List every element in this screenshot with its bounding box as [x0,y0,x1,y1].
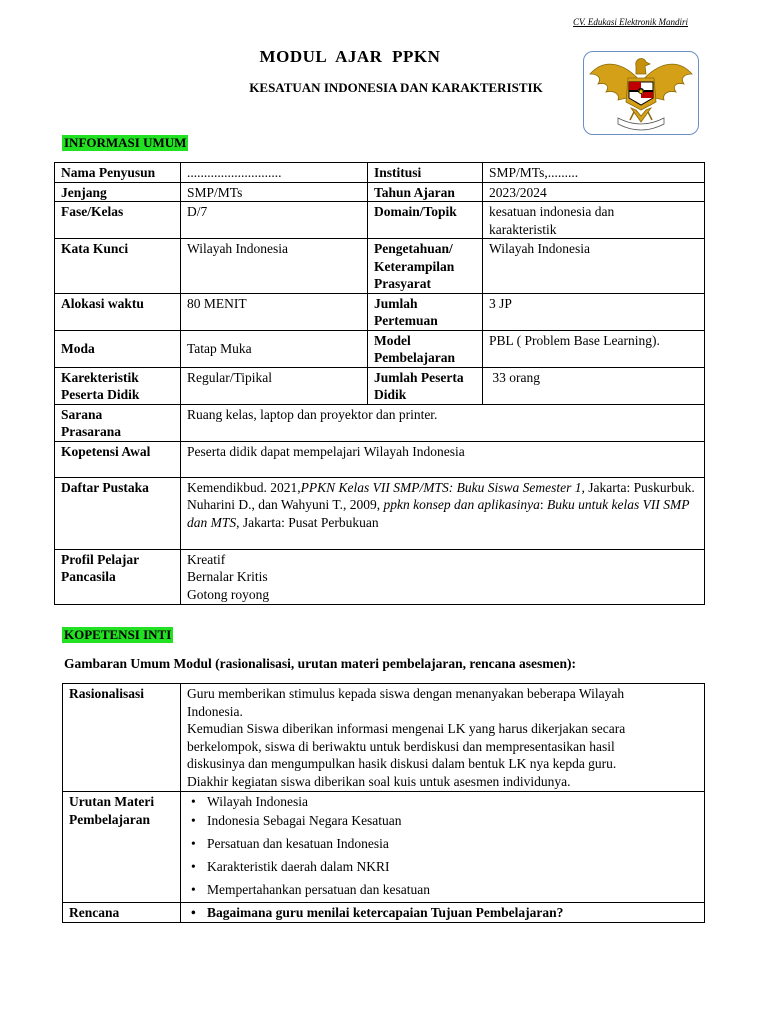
table-row [63,684,705,792]
list-item: • Wilayah Indonesia [187,793,699,811]
rasionalisasi-line: Indonesia. [187,703,243,719]
value-daftar-pustaka [181,477,705,549]
label-pengetahuan-prasyarat [368,239,483,294]
garuda-emblem-icon [583,51,699,135]
label-line: Urutan Materi [69,794,155,809]
table-row [55,404,705,441]
value-moda: Tatap Muka [181,330,368,367]
label-line: Pancasila [61,569,116,584]
reference-1 [187,479,699,497]
label-nama-penyusun: Nama Penyusun [55,163,181,183]
label-line: Prasarana [61,424,121,439]
value-sarana-prasarana: Ruang kelas, laptop dan proyektor dan printer. [181,404,705,441]
document-subtitle: KESATUAN INDONESIA DAN KARAKTERISTIK [249,80,543,95]
value-fase-kelas: D/7 [181,202,368,239]
reference-title: PPKN Kelas VII SMP/MTS: Buku Siswa Semester 1, [300,479,585,495]
label-line: Pembelajaran [69,811,150,827]
label-kopetensi-awal: Kopetensi Awal [55,441,181,477]
label-line: Didik [374,387,407,402]
document-title: MODUL AJAR PPKN [259,47,441,66]
table-row [55,549,705,604]
value-model-pembelajaran: PBL ( Problem Base Learning). [483,330,705,367]
label-domain-topik: Domain/Topik [368,202,483,239]
company-name: CV. Edukasi Elektronik Mandiri [573,17,688,27]
section-heading-informasi-umum: INFORMASI UMUM [64,135,187,150]
rasionalisasi-line: Diakhir kegiatan siswa diberikan soal kuis untuk asesmen individunya. [187,773,571,789]
label-profil-pelajar [55,549,181,604]
profil-item: Kreatif [187,551,226,567]
table-row [55,293,705,330]
list-item: • Mempertahankan persatuan dan kesatuan [187,881,699,899]
label-jumlah-peserta [368,367,483,404]
label-line: Peserta Didik [61,387,140,402]
label-model-pembelajaran [368,330,483,367]
value-rasionalisasi [181,684,705,792]
value-nama-penyusun: ............................ [181,163,368,183]
label-line: Pengetahuan/ [374,241,453,256]
value-rencana [181,903,705,923]
list-item: • Persatuan dan kesatuan Indonesia [187,835,699,853]
value-pengetahuan-prasyarat: Wilayah Indonesia [483,239,705,294]
label-line: Pembelajaran [374,350,455,365]
value-jumlah-peserta: 33 orang [483,367,705,404]
rasionalisasi-line: berkelompok, siswa di beriwaktu untuk berdiskusi dan mempresentasikan hasil [187,738,615,754]
table-row [55,182,705,202]
list-item: • Indonesia Sebagai Negara Kesatuan [187,812,699,830]
reference-text: Kemendikbud. 2021, [187,479,301,495]
table-row [55,330,705,367]
value-domain-line-1: kesatuan indonesia dan [489,204,615,219]
reference-text: : [539,497,548,512]
reference-2 [187,496,699,531]
label-institusi: Institusi [368,163,483,183]
gambaran-umum-heading: Gambaran Umum Modul (rasionalisasi, urutan materi pembelajaran, rencana asesmen): [64,656,576,671]
rasionalisasi-line: Kemudian Siswa diberikan informasi mengenai LK yang harus dikerjakan secara [187,721,626,736]
value-tahun-ajaran: 2023/2024 [483,182,705,202]
label-line: Jumlah [374,295,418,311]
urutan-materi-list [187,793,699,899]
value-alokasi-waktu: 80 MENIT [181,293,368,330]
rasionalisasi-line: diskusinya dan mengumpulkan hasik diskusi dalam bentuk LK nya kepda guru. [187,756,617,771]
rencana-list [187,904,699,922]
table-row [55,202,705,239]
section-heading-kopetensi-inti: KOPETENSI INTI [64,627,172,642]
value-kopetensi-awal: Peserta didik dapat mempelajari Wilayah Indonesia [181,441,705,477]
label-fase-kelas: Fase/Kelas [55,202,181,239]
label-line: Keterampilan [374,258,455,274]
profil-item: Bernalar Kritis [187,569,268,584]
value-profil-pelajar [181,549,705,604]
table-row [63,903,705,923]
value-institusi: SMP/MTs,......... [483,163,705,183]
kopetensi-inti-table [62,683,705,923]
value-jenjang: SMP/MTs [181,182,368,202]
list-item: • Bagaimana guru menilai ketercapaian Tujuan Pembelajaran? [187,904,699,922]
label-line: Pertemuan [374,313,438,328]
label-line: Jumlah Peserta [374,369,464,385]
table-row [55,239,705,294]
reference-text: Jakarta: Puskurbuk. [584,479,695,495]
table-row [55,163,705,183]
label-kata-kunci: Kata Kunci [55,239,181,294]
label-jumlah-pertemuan [368,293,483,330]
table-row [63,792,705,903]
label-karakteristik-peserta [55,367,181,404]
info-table [54,162,705,605]
label-line: Karekteristik [61,369,139,385]
value-jumlah-pertemuan: 3 JP [483,293,705,330]
list-item: • Karakteristik daerah dalam NKRI [187,858,699,876]
label-rasionalisasi: Rasionalisasi [63,684,181,792]
rasionalisasi-line: Guru memberikan stimulus kepada siswa dengan menanyakan beberapa Wilayah [187,686,625,701]
reference-text: , Jakarta: Pusat Perbukuan [236,514,379,530]
label-line: Model [374,332,411,348]
value-kata-kunci: Wilayah Indonesia [181,239,368,294]
label-line: Prasyarat [374,276,431,291]
label-line: Profil Pelajar [61,551,140,567]
label-sarana-prasarana [55,404,181,441]
value-karakteristik-peserta: Regular/Tipikal [181,367,368,404]
label-line: Sarana [61,406,103,422]
label-moda: Moda [55,330,181,367]
table-row [55,367,705,404]
label-urutan-materi [63,792,181,903]
value-domain-topik [483,202,705,239]
label-rencana: Rencana [63,903,181,923]
label-daftar-pustaka: Daftar Pustaka [55,477,181,549]
value-urutan-materi [181,792,705,903]
table-row [55,441,705,477]
reference-text: Nuharini D., dan Wahyuni T., 2009, [187,497,384,512]
value-domain-line-2: karakteristik [489,221,557,237]
table-row [55,477,705,549]
label-jenjang: Jenjang [55,182,181,202]
label-alokasi-waktu: Alokasi waktu [55,293,181,330]
reference-title: ppkn konsep dan aplikasinya [383,497,540,512]
reference-title: Buku untuk kelas VII SMP dan MTS [187,497,690,530]
label-tahun-ajaran: Tahun Ajaran [368,182,483,202]
profil-item: Gotong royong [187,586,270,602]
